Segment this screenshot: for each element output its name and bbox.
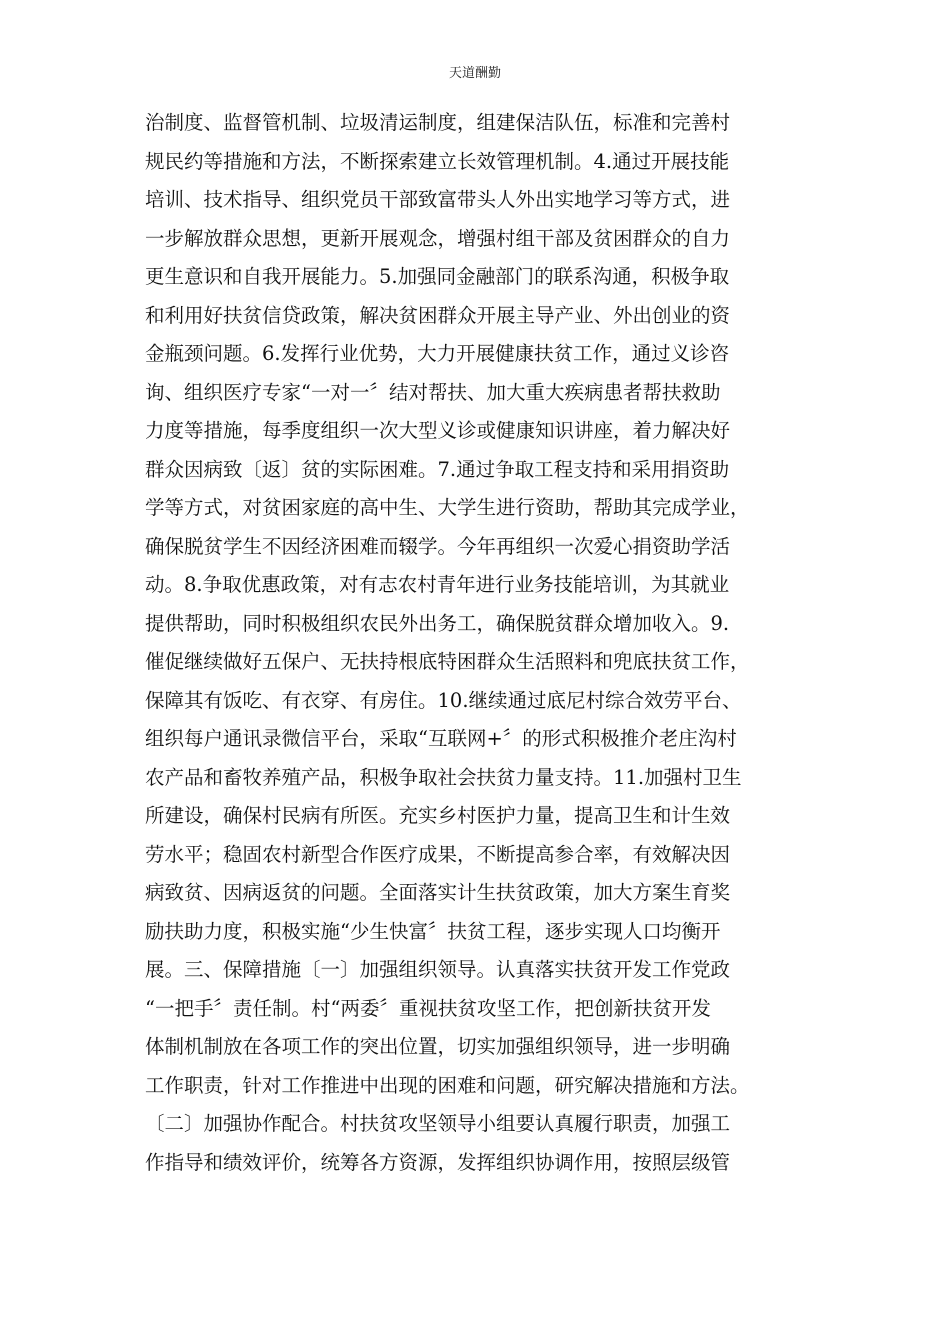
page-header: 天道酬勤 bbox=[448, 66, 501, 81]
text-line: 农产品和畜牧养殖产品，积极争取社会扶贫力量支持。11.加强村卫生 bbox=[145, 765, 742, 789]
text-line: 励扶助力度，积极实施“少生快富〞扶贫工程，逐步实现人口均衡开 bbox=[145, 919, 721, 943]
body-text bbox=[145, 104, 825, 1182]
text-line: 和利用好扶贫信贷政策，解决贫困群众开展主导产业、外出创业的资 bbox=[145, 303, 731, 327]
text-line: 一步解放群众思想，更新开展观念，增强村组干部及贫困群众的自力 bbox=[145, 226, 731, 250]
text-line: 金瓶颈问题。6.发挥行业优势，大力开展健康扶贫工作，通过义诊咨 bbox=[145, 342, 730, 365]
text-line: 确保脱贫学生不因经济困难而辍学。今年再组织一次爱心捐资助学活 bbox=[145, 534, 731, 558]
text-line: 病致贫、因病返贫的问题。全面落实计生扶贫政策，加大方案生育奖 bbox=[145, 881, 731, 904]
text-line: 力度等措施，每季度组织一次大型义诊或健康知识讲座，着力解决好 bbox=[145, 419, 731, 442]
text-line: 群众因病致〔返〕贫的实际困难。7.通过争取工程支持和采用捐资助 bbox=[145, 457, 730, 481]
text-line: 展。三、保障措施〔一〕加强组织领导。认真落实扶贫开发工作党政 bbox=[145, 958, 731, 981]
text-line: 作指导和绩效评价，统筹各方资源，发挥组织协调作用，按照层级管 bbox=[145, 1150, 731, 1174]
text-line: 工作职责，针对工作推进中出现的困难和问题，研究解决措施和方法。 bbox=[145, 1073, 750, 1097]
text-line: 体制机制放在各项工作的突出位置，切实加强组织领导，进一步明确 bbox=[145, 1035, 731, 1058]
text-line: 催促继续做好五保户、无扶持根底特困群众生活照料和兜底扶贫工作， bbox=[145, 650, 750, 673]
text-line: 治制度、监督管机制、垃圾清运制度，组建保洁队伍，标准和完善村 bbox=[145, 111, 731, 134]
text-line: 规民约等措施和方法，不断探索建立长效管理机制。4.通过开展技能 bbox=[145, 149, 730, 173]
text-line: “一把手〞责任制。村“两委〞重视扶贫攻坚工作，把创新扶贫开发 bbox=[145, 996, 711, 1020]
text-line: 劳水平；稳固农村新型合作医疗成果，不断提高参合率，有效解决因 bbox=[145, 842, 731, 866]
text-line: 更生意识和自我开展能力。5.加强同金融部门的联系沟通，积极争取 bbox=[145, 265, 730, 288]
text-line: 询、组织医疗专家“一对一〞结对帮扶、加大重大疾病患者帮扶救助 bbox=[145, 380, 721, 404]
text-line: 培训、技术指导、组织党员干部致富带头人外出实地学习等方式，进 bbox=[145, 188, 731, 211]
text-line: 〔二〕加强协作配合。村扶贫攻坚领导小组要认真履行职责，加强工 bbox=[145, 1112, 731, 1135]
text-line: 组织每户通讯录微信平台，采取“互联网+〞的形式积极推介老庄沟村 bbox=[145, 727, 737, 750]
text-line: 保障其有饭吃、有衣穿、有房住。10.继续通过底尼村综合效劳平台、 bbox=[145, 688, 742, 712]
text-line: 所建设，确保村民病有所医。充实乡村医护力量，提高卫生和计生效 bbox=[145, 804, 731, 827]
text-line: 学等方式，对贫困家庭的高中生、大学生进行资助，帮助其完成学业， bbox=[145, 496, 750, 519]
text-line: 提供帮助，同时积极组织农民外出务工，确保脱贫群众增加收入。9. bbox=[145, 611, 730, 635]
text-line: 动。8.争取优惠政策，对有志农村青年进行业务技能培训，为其就业 bbox=[145, 573, 730, 596]
